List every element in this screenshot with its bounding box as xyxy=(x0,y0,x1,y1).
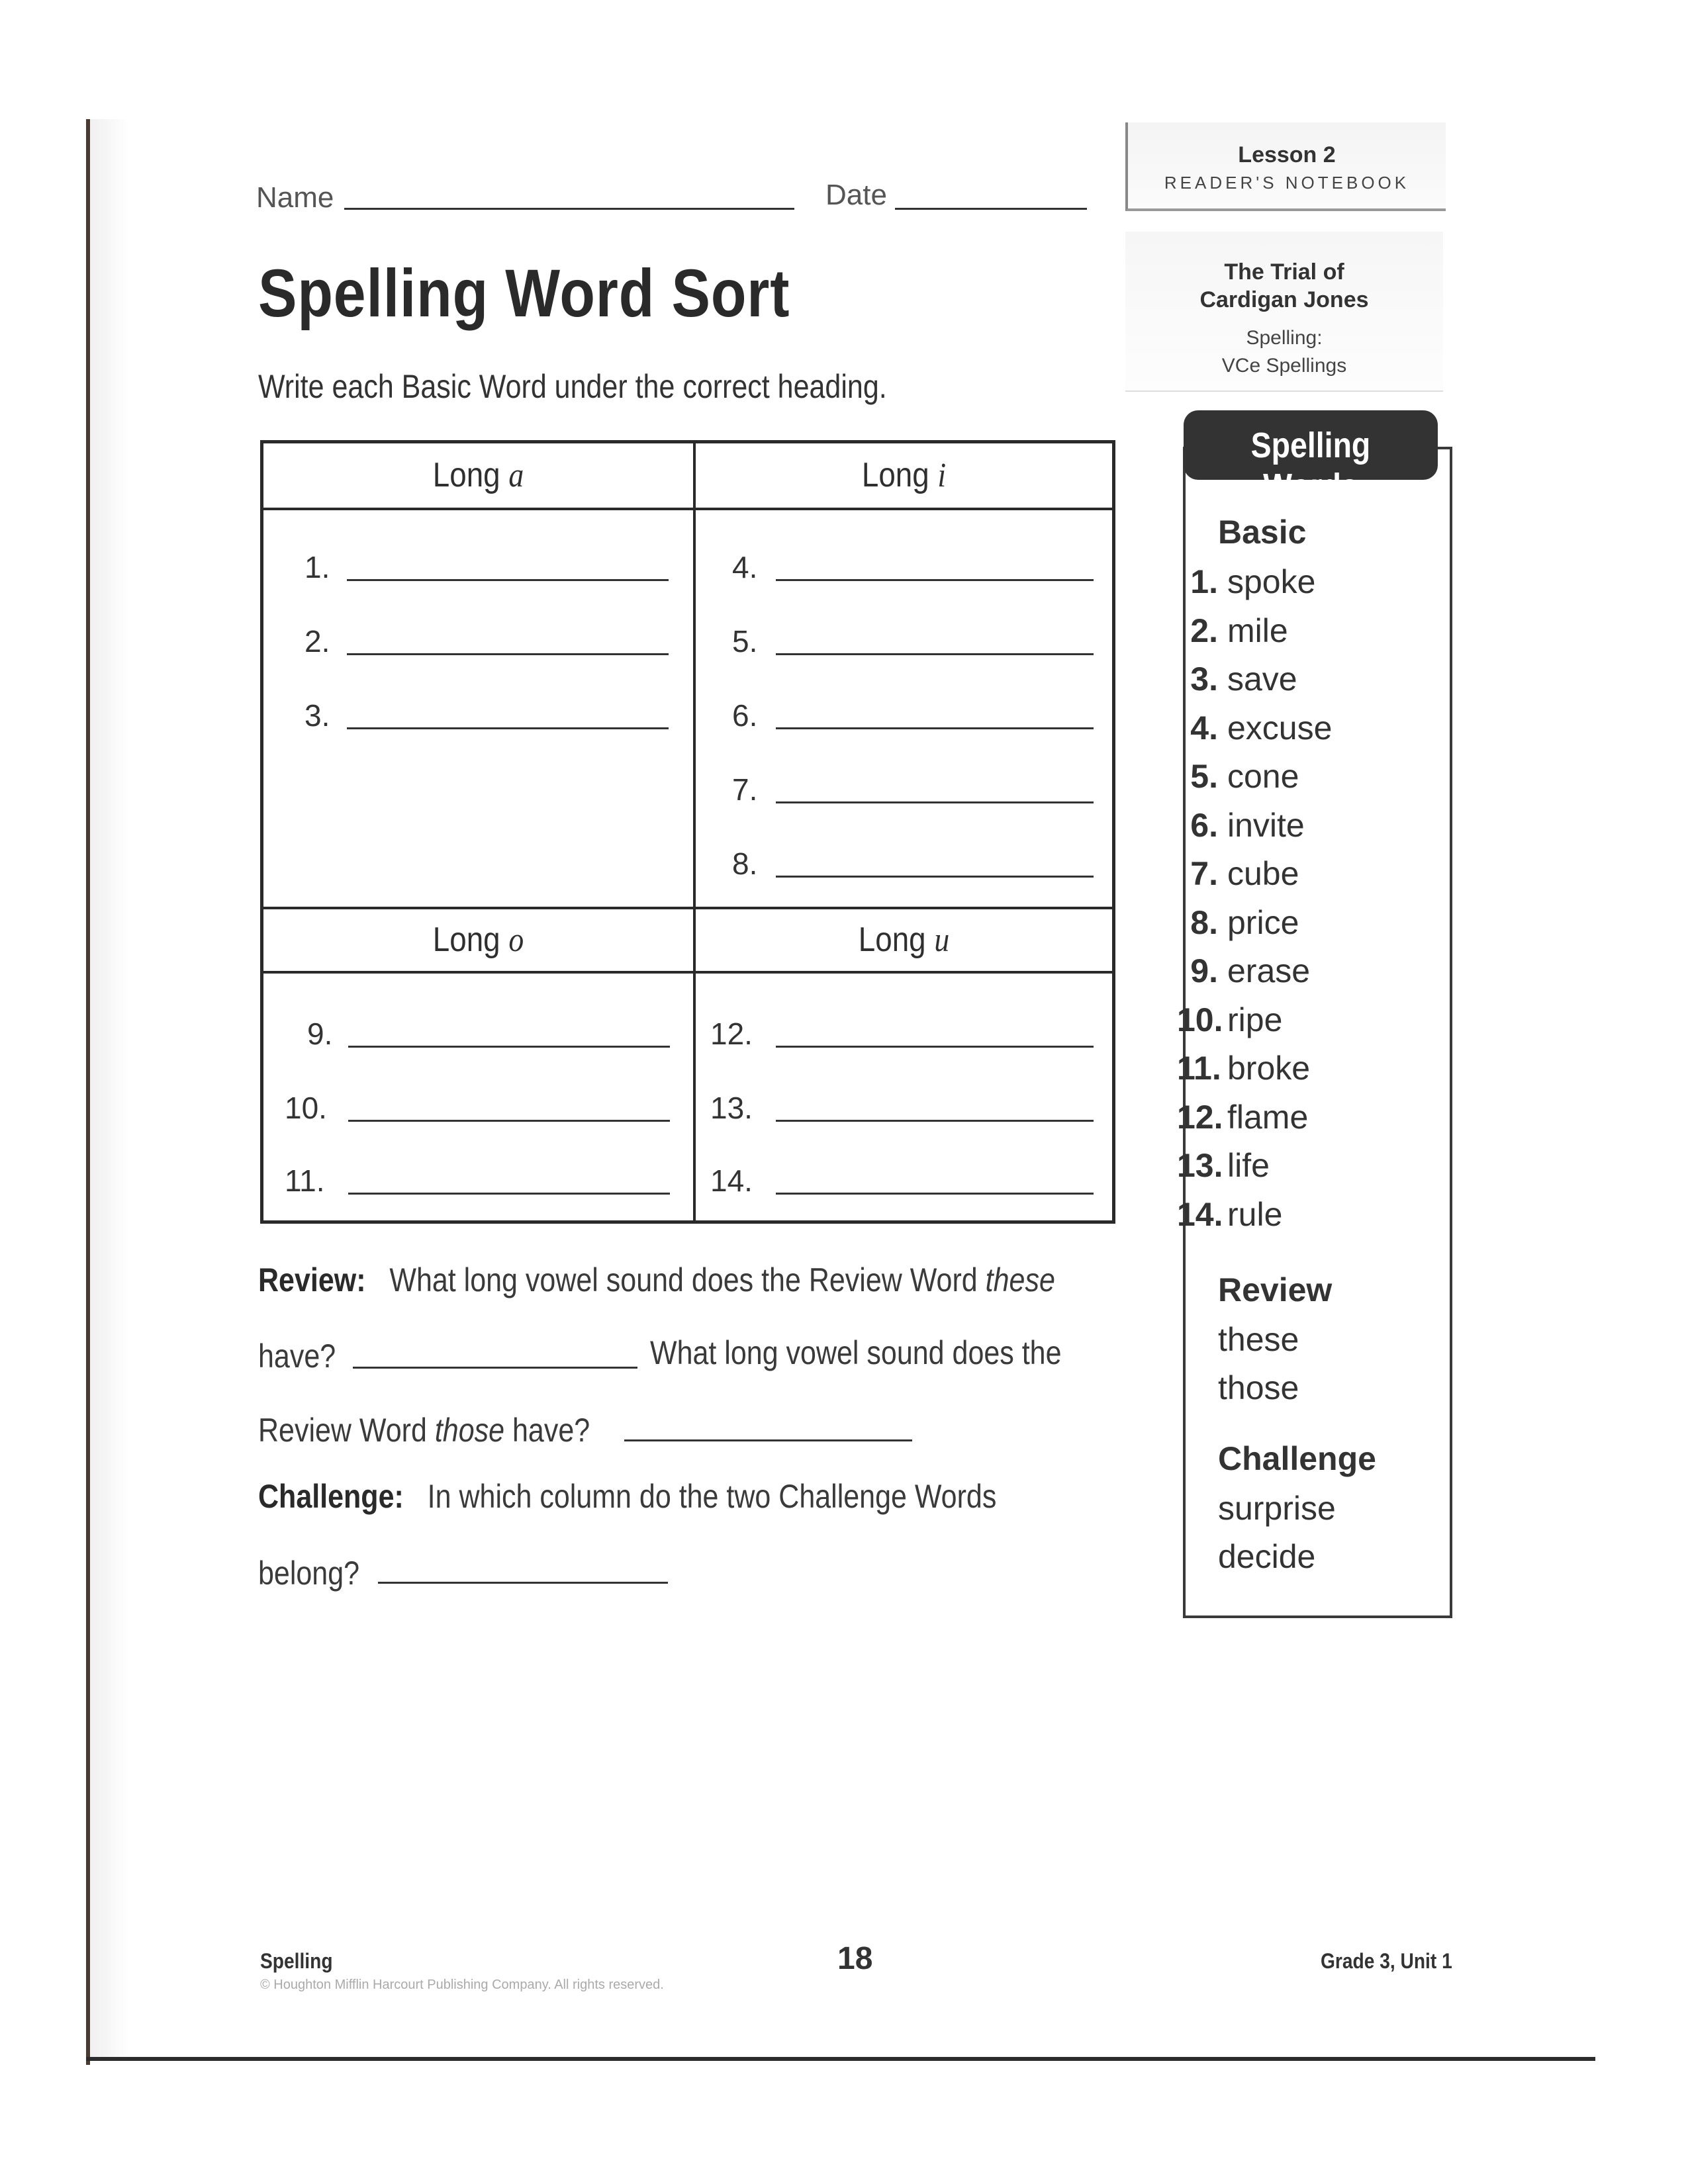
footer-grade-unit: Grade 3, Unit 1 xyxy=(1321,1949,1452,1973)
basic-word-item: 9. erase xyxy=(1190,952,1311,989)
table-divider-top xyxy=(263,508,1112,510)
paper-shadow xyxy=(90,119,130,2057)
heading-long-i: Long i xyxy=(861,456,947,494)
blank-5[interactable]: 5. xyxy=(732,623,1103,663)
blank-1[interactable]: 1. xyxy=(305,549,675,589)
blank-13[interactable]: 13. xyxy=(710,1090,1107,1130)
challenge-answer[interactable] xyxy=(378,1582,668,1584)
story-box xyxy=(1125,232,1443,392)
footer-copyright: © Houghton Mifflin Harcourt Publishing Company. All rights reserved. xyxy=(260,1978,664,1992)
blank-12[interactable]: 12. xyxy=(710,1016,1107,1056)
story-title xyxy=(1125,258,1443,314)
blank-2[interactable]: 2. xyxy=(305,623,675,663)
basic-word-item: 12. flame xyxy=(1177,1098,1309,1136)
notebook-label: READER'S NOTEBOOK xyxy=(1164,173,1410,193)
blank-8[interactable]: 8. xyxy=(732,846,1103,886)
basic-word-item: 11. broke xyxy=(1177,1050,1311,1087)
challenge-word-2: decide xyxy=(1218,1538,1316,1575)
blank-4[interactable]: 4. xyxy=(732,549,1103,589)
instruction-text: Write each Basic Word under the correct heading. xyxy=(258,368,887,405)
skill-label: Spelling: xyxy=(1246,327,1323,349)
blank-6[interactable]: 6. xyxy=(732,698,1103,737)
basic-word-item: 4. excuse xyxy=(1190,709,1333,747)
challenge-question: Challenge: In which column do the two Challenge Words xyxy=(258,1478,997,1515)
heading-long-a: Long a xyxy=(432,456,524,494)
blank-3[interactable]: 3. xyxy=(305,698,675,737)
review-word-2: those xyxy=(1218,1369,1299,1406)
date-label: Date xyxy=(825,179,887,211)
table-divider-middle xyxy=(263,907,1112,909)
basic-word-item: 7. cube xyxy=(1190,855,1299,892)
story-skill xyxy=(1125,324,1443,380)
challenge-question-end: belong? xyxy=(258,1555,360,1592)
review-answer-1[interactable] xyxy=(353,1367,637,1369)
story-title-line-2: Cardigan Jones xyxy=(1199,287,1369,312)
basic-word-item: 14. rule xyxy=(1177,1195,1283,1233)
blank-7[interactable]: 7. xyxy=(732,772,1103,811)
blank-14[interactable]: 14. xyxy=(710,1163,1107,1203)
review-word-1: these xyxy=(1218,1321,1299,1358)
blank-9[interactable]: 9. xyxy=(305,1016,675,1056)
lesson-box xyxy=(1125,122,1446,211)
basic-word-item: 2. mile xyxy=(1190,612,1288,649)
challenge-word-1: surprise xyxy=(1218,1490,1336,1527)
heading-long-u: Long u xyxy=(858,921,950,959)
blank-11[interactable]: 11. xyxy=(285,1163,675,1203)
page-number: 18 xyxy=(837,1941,873,1976)
name-label: Name xyxy=(256,181,334,214)
basic-word-item: 3. save xyxy=(1190,660,1297,698)
sort-table xyxy=(260,440,1115,1224)
heading-long-o: Long o xyxy=(432,921,524,959)
basic-word-item: 8. price xyxy=(1190,903,1299,941)
review-answer-2[interactable] xyxy=(624,1439,912,1441)
basic-heading: Basic xyxy=(1218,514,1307,551)
skill-name: VCe Spellings xyxy=(1221,355,1347,377)
review-question-1-end: have? xyxy=(258,1338,336,1375)
challenge-heading: Challenge xyxy=(1218,1440,1376,1477)
review-question-2-end: Review Word those have? xyxy=(258,1412,590,1449)
table-divider-lower xyxy=(263,971,1112,974)
review-question-1: Review: What long vowel sound does the Review Word these xyxy=(258,1261,1055,1298)
review-question-2: What long vowel sound does the xyxy=(650,1334,1062,1371)
name-field[interactable] xyxy=(344,208,794,210)
paper-edge-bottom xyxy=(86,2057,1595,2061)
basic-word-item: 6. invite xyxy=(1190,806,1305,844)
footer-subject: Spelling xyxy=(260,1949,333,1973)
story-title-line-1: The Trial of xyxy=(1224,259,1344,285)
spelling-words-tab: Spelling Words xyxy=(1184,410,1438,480)
date-field[interactable] xyxy=(895,208,1087,210)
paper-edge-left xyxy=(86,119,90,2065)
review-heading: Review xyxy=(1218,1271,1333,1308)
basic-word-item: 10. ripe xyxy=(1177,1001,1283,1038)
basic-word-item: 5. cone xyxy=(1190,758,1299,795)
table-divider-vertical xyxy=(693,443,696,1220)
basic-word-item: 1. spoke xyxy=(1190,563,1316,600)
page-title: Spelling Word Sort xyxy=(258,255,790,331)
basic-word-item: 13. life xyxy=(1177,1147,1270,1184)
blank-10[interactable]: 10. xyxy=(285,1090,675,1130)
lesson-number: Lesson 2 xyxy=(1238,142,1336,167)
